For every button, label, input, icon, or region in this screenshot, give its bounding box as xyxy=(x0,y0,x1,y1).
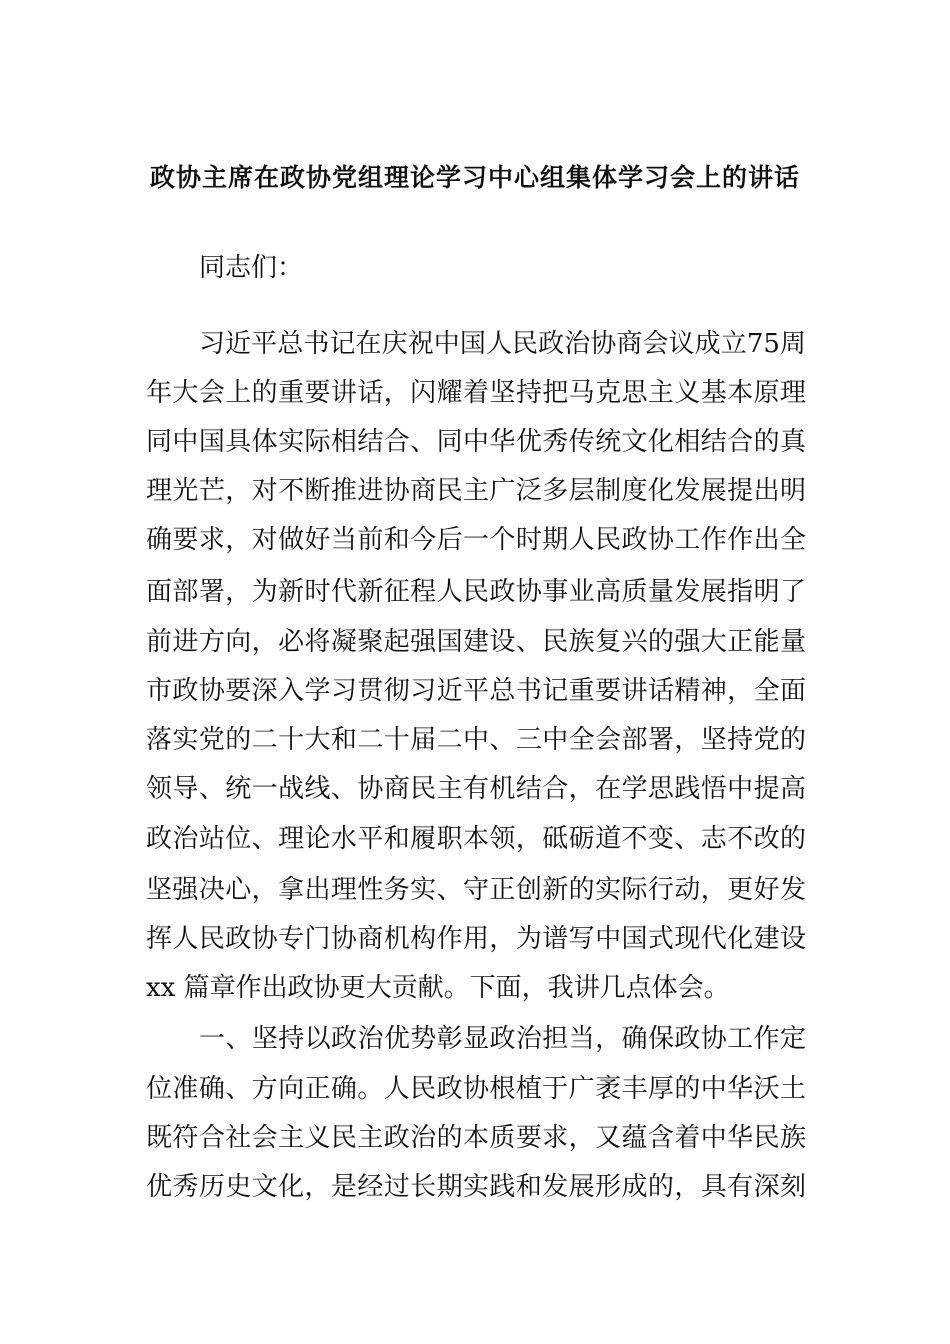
paragraph-line: 习近平总书记在庆祝中国人民政治协商会议成立75周 xyxy=(199,329,806,359)
paragraph-line: 市政协要深入学习贯彻习近平总书记重要讲话精神，全面 xyxy=(146,676,806,706)
paragraph-line: 坚强决心，拿出理性务实、守正创新的实际行动，更好发 xyxy=(146,875,806,905)
paragraph-line: 既符合社会主义民主政治的本质要求，又蕴含着中华民族 xyxy=(146,1123,806,1153)
paragraph-line: 一、坚持以政治优势彰显政治担当，确保政协工作定 xyxy=(199,1024,806,1054)
paragraph-line: 领导、统一战线、协商民主有机结合，在学思践悟中提高 xyxy=(146,774,806,804)
paragraph-line: 位准确、方向正确。人民政协根植于广袤丰厚的中华沃土 xyxy=(146,1074,806,1104)
paragraph-line: 确要求，对做好当前和今后一个时期人民政协工作作出全 xyxy=(146,525,806,555)
paragraph-line: 前进方向，必将凝聚起强国建设、民族复兴的强大正能量 xyxy=(146,627,806,657)
paragraph-line: 落实党的二十大和二十届二中、三中全会部署，坚持党的 xyxy=(146,725,806,755)
paragraph-line: 挥人民政协专门协商机构作用，为谱写中国式现代化建设 xyxy=(146,924,806,954)
document-title: 政协主席在政协党组理论学习中心组集体学习会上的讲话 xyxy=(149,163,800,192)
paragraph-line: 优秀历史文化，是经过长期实践和发展形成的，具有深刻 xyxy=(146,1172,806,1202)
salutation: 同志们： xyxy=(199,253,304,283)
paragraph-line: 面部署，为新时代新征程人民政协事业高质量发展指明了 xyxy=(146,577,806,607)
paragraph-line: xx 篇章作出政协更大贡献。下面，我讲几点体会。 xyxy=(146,973,730,1003)
paragraph-line: 年大会上的重要讲话，闪耀着坚持把马克思主义基本原理 xyxy=(146,378,806,408)
paragraph-line: 理光芒，对不断推进协商民主广泛多层制度化发展提出明 xyxy=(146,476,806,506)
paragraph-line: 同中国具体实际相结合、同中华优秀传统文化相结合的真 xyxy=(146,427,806,457)
paragraph-line: 政治站位、理论水平和履职本领，砥砺道不变、志不改的 xyxy=(146,824,806,854)
